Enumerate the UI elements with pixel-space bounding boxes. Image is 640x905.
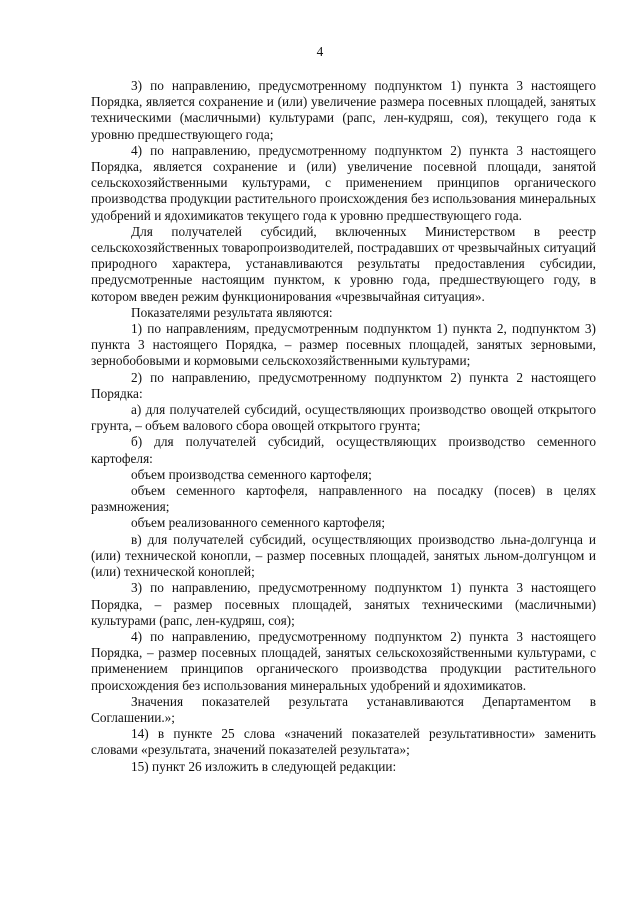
paragraph-recipients-emergency: Для получателей субсидий, включенных Министерством в реестр сельскохозяйственных товаропроизводителей, пострадавших от чрезвычайных ситуаций природного характера, устанавливаются результаты предоставления субсидии, предусмотренные настоящим пунктом, к уровню года, предшествующего году, в котором введен режим функционирования «чрезвычайная ситуация». xyxy=(91,223,596,304)
paragraph-item-3: 3) по направлению, предусмотренному подпунктом 1) пункта 3 настоящего Порядка, является сохранение и (или) увеличение размера посевных площадей, занятых техническими (масличными) культурами (рапс, лен-кудряш, соя), текущего года к уровню предшествующего года; xyxy=(91,78,596,142)
paragraph-indicator-4: 4) по направлению, предусмотренному подпунктом 2) пункта 3 настоящего Порядка, – размер посевных площадей, занятых сельскохозяйственными культурами, с применением принципов органического производства продукции растительного происхождения без использования минеральных удобрений и ядохимикатов. xyxy=(91,628,596,693)
paragraph-indicator-3: 3) по направлению, предусмотренному подпунктом 1) пункта 3 настоящего Порядка, – размер посевных площадей, занятых техническими (масличными) культурами (рапс, лен-кудряш, соя); xyxy=(91,580,596,628)
paragraph-amendment-14: 14) в пункте 25 слова «значений показателей результативности» заменить словами «результата, значений показателей результата»; xyxy=(91,726,596,758)
document-body xyxy=(91,78,596,775)
paragraph-values-department: Значения показателей результата устанавливаются Департаментом в Соглашении.»; xyxy=(91,693,596,725)
paragraph-indicator-2a: а) для получателей субсидий, осуществляющих производство овощей открытого грунта, – объем валового сбора овощей открытого грунта; xyxy=(91,402,596,434)
paragraph-seed-production: объем производства семенного картофеля; xyxy=(131,466,372,482)
paragraph-seed-planting: объем семенного картофеля, направленного на посадку (посев) в целях размножения; xyxy=(91,483,596,515)
paragraph-seed-sold: объем реализованного семенного картофеля; xyxy=(131,515,386,531)
paragraph-indicators-heading: Показателями результата являются: xyxy=(131,304,333,320)
page-number: 4 xyxy=(316,44,324,59)
paragraph-indicator-1: 1) по направлениям, предусмотренным подпунктом 1) пункта 2, подпунктом 3) пункта 3 настоящего Порядка, – размер посевных площадей, занятых зерновыми, зернобобовыми и кормовыми сельскохозяйственными культурами; xyxy=(91,321,596,369)
paragraph-item-4: 4) по направлению, предусмотренному подпунктом 2) пункта 3 настоящего Порядка, является сохранение и (или) увеличение посевной площади, занятой сельскохозяйственными культурами, с применением принципов органического производства продукции растительного происхождения без использования минеральных удобрений и ядохимикатов текущего года к уровню предшествующего года. xyxy=(91,142,596,223)
paragraph-amendment-15: 15) пункт 26 изложить в следующей редакции: xyxy=(131,758,397,774)
paragraph-indicator-2: 2) по направлению, предусмотренному подпунктом 2) пункта 2 настоящего Порядка: xyxy=(91,369,596,401)
paragraph-indicator-2b: б) для получателей субсидий, осуществляющих производство семенного картофеля: xyxy=(91,434,596,466)
paragraph-indicator-2v: в) для получателей субсидий, осуществляющих производство льна-долгунца и (или) технической конопли, – размер посевных площадей, занятых льном-долгунцом и (или) технической коноплей; xyxy=(91,531,596,580)
